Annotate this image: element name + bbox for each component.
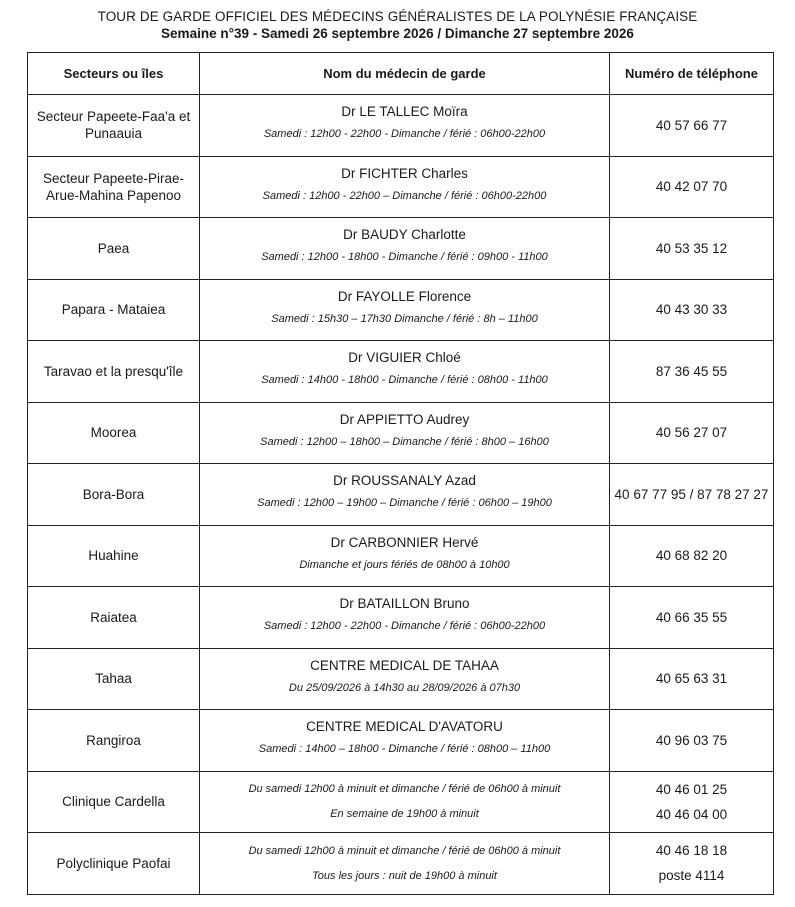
duty-hours: Samedi : 15h30 – 17h30 Dimanche / férié : 8h – 11h00	[271, 312, 538, 325]
doctor-cell	[200, 587, 610, 649]
clinic-name: Polyclinique Paofai	[56, 855, 171, 871]
phone-number: 40 67 77 95 / 87 78 27 27	[614, 486, 769, 502]
phone-number: 40 43 30 33	[655, 302, 728, 318]
doctor-cell	[200, 464, 610, 526]
duty-hours: Samedi : 14h00 – 18h00 - Dimanche / férié : 08h00 – 11h00	[258, 743, 551, 756]
sector-name: Moorea	[90, 425, 137, 441]
table-row	[28, 156, 774, 218]
doctor-name: Dr ROUSSANALY Azad	[333, 473, 476, 489]
table-row	[28, 95, 774, 157]
phone-number: 87 36 45 55	[655, 363, 728, 379]
page-title: TOUR DE GARDE OFFICIEL DES MÉDECINS GÉNÉRALISTES DE LA POLYNÉSIE FRANÇAISE	[97, 9, 698, 24]
phone-cell	[610, 771, 774, 833]
phone-number: 40 65 63 31	[655, 671, 728, 687]
duty-hours: Samedi : 12h00 – 18h00 – Dimanche / férié : 8h00 – 16h00	[260, 435, 549, 448]
sector-name: Papara - Mataiea	[61, 302, 166, 318]
phone-number: 40 66 35 55	[655, 609, 728, 625]
page-subtitle: Semaine n°39 - Samedi 26 septembre 2026 / Dimanche 27 septembre 2026	[161, 26, 634, 41]
doctor-cell	[200, 156, 610, 218]
duty-hours: Samedi : 12h00 – 19h00 – Dimanche / férié : 06h00 – 19h00	[257, 497, 552, 510]
sector-name: Secteur Papeete-Pirae-Arue-Mahina Papenoo	[42, 170, 185, 203]
doctor-cell	[200, 95, 610, 157]
doctor-name: Dr CARBONNIER Hervé	[330, 534, 479, 550]
duty-hours: Dimanche et jours fériés de 08h00 à 10h00	[299, 558, 510, 571]
doctor-cell	[200, 341, 610, 403]
sector-cell	[28, 95, 200, 157]
column-header-doctor: Nom du médecin de garde	[200, 53, 610, 95]
sector-name: Taravao et la presqu'île	[43, 363, 184, 379]
phone-number: 40 56 27 07	[655, 425, 728, 441]
phone-number: 40 96 03 75	[655, 732, 728, 748]
sector-name: Bora-Bora	[82, 486, 145, 502]
table-row-clinic	[28, 833, 774, 895]
phone-number: 40 42 07 70	[655, 179, 728, 195]
table-row	[28, 402, 774, 464]
doctor-cell	[200, 402, 610, 464]
sector-cell	[28, 341, 200, 403]
doctor-cell	[200, 771, 610, 833]
table-body	[28, 95, 774, 895]
doctor-cell	[200, 218, 610, 280]
doctor-cell	[200, 279, 610, 341]
column-header-phone: Numéro de téléphone	[610, 53, 774, 95]
phone-cell	[610, 402, 774, 464]
doctor-name: CENTRE MEDICAL DE TAHAA	[310, 657, 499, 673]
phone-cell	[610, 587, 774, 649]
sector-cell	[28, 525, 200, 587]
sector-name: Huahine	[88, 548, 139, 564]
sector-name: Tahaa	[95, 671, 132, 687]
doctor-cell	[200, 525, 610, 587]
doctor-name: Dr BAUDY Charlotte	[343, 227, 466, 243]
table-row-clinic	[28, 771, 774, 833]
sector-cell	[28, 710, 200, 772]
clinic-hours-week: Tous les jours : nuit de 19h00 à minuit	[312, 869, 497, 882]
phone-cell	[610, 833, 774, 895]
phone-cell	[610, 95, 774, 157]
table-row	[28, 710, 774, 772]
sector-cell	[28, 587, 200, 649]
duty-hours: Du 25/09/2026 à 14h30 au 28/09/2026 à 07h30	[288, 681, 521, 694]
phone-number: 40 68 82 20	[655, 548, 728, 564]
phone-cell	[610, 279, 774, 341]
doctor-name: Dr FICHTER Charles	[341, 165, 468, 181]
sector-cell	[28, 648, 200, 710]
phone-number-secondary: 40 46 04 00	[655, 806, 728, 822]
column-header-sector: Secteurs ou îles	[28, 53, 200, 95]
doctor-cell	[200, 648, 610, 710]
doctor-cell	[200, 710, 610, 772]
duty-hours: Samedi : 12h00 - 22h00 - Dimanche / férié : 06h00-22h00	[263, 128, 546, 141]
duty-roster-table	[27, 52, 774, 895]
clinic-hours-week: En semaine de 19h00 à minuit	[330, 808, 479, 821]
phone-number: 40 57 66 77	[655, 117, 728, 133]
phone-number: 40 46 01 25	[655, 781, 728, 797]
doctor-name: CENTRE MEDICAL D'AVATORU	[306, 719, 503, 735]
sector-name: Secteur Papeete-Faa'a et Punaauia	[36, 109, 191, 142]
clinic-hours-weekend: Du samedi 12h00 à minuit et dimanche / férié de 06h00 à minuit	[248, 844, 561, 857]
sector-name: Raiatea	[90, 609, 137, 625]
table-row	[28, 341, 774, 403]
doctor-name: Dr VIGUIER Chloé	[348, 350, 461, 366]
phone-cell	[610, 525, 774, 587]
table-row	[28, 464, 774, 526]
phone-cell	[610, 341, 774, 403]
doctor-cell	[200, 833, 610, 895]
clinic-name: Clinique Cardella	[62, 794, 165, 810]
phone-cell	[610, 218, 774, 280]
duty-hours: Samedi : 12h00 - 22h00 - Dimanche / férié : 06h00-22h00	[263, 620, 546, 633]
table-header-row	[28, 53, 774, 95]
doctor-name: Dr FAYOLLE Florence	[337, 288, 472, 304]
sector-cell	[28, 402, 200, 464]
doctor-name: Dr LE TALLEC Moïra	[341, 104, 468, 120]
duty-hours: Samedi : 14h00 - 18h00 - Dimanche / férié : 08h00 - 11h00	[261, 374, 548, 387]
sector-cell	[28, 156, 200, 218]
sector-cell	[28, 464, 200, 526]
sector-cell	[28, 218, 200, 280]
phone-cell	[610, 710, 774, 772]
sector-cell	[28, 279, 200, 341]
phone-cell	[610, 648, 774, 710]
phone-number: 40 53 35 12	[655, 240, 728, 256]
sector-name: Paea	[97, 240, 130, 256]
sector-name: Rangiroa	[86, 732, 141, 748]
table-row	[28, 525, 774, 587]
table-row	[28, 218, 774, 280]
doctor-name: Dr BATAILLON Bruno	[339, 596, 470, 612]
sector-cell	[28, 771, 200, 833]
phone-number: 40 46 18 18	[655, 843, 728, 859]
duty-hours: Samedi : 12h00 - 18h00 - Dimanche / férié : 09h00 - 11h00	[261, 251, 548, 264]
sector-cell	[28, 833, 200, 895]
table-row	[28, 587, 774, 649]
phone-cell	[610, 156, 774, 218]
clinic-hours-weekend: Du samedi 12h00 à minuit et dimanche / férié de 06h00 à minuit	[248, 783, 561, 796]
phone-cell	[610, 464, 774, 526]
phone-number-secondary: poste 4114	[658, 868, 725, 884]
doctor-name: Dr APPIETTO Audrey	[339, 411, 470, 427]
duty-hours: Samedi : 12h00 - 22h00 – Dimanche / férié : 06h00-22h00	[262, 189, 547, 202]
table-row	[28, 648, 774, 710]
table-row	[28, 279, 774, 341]
